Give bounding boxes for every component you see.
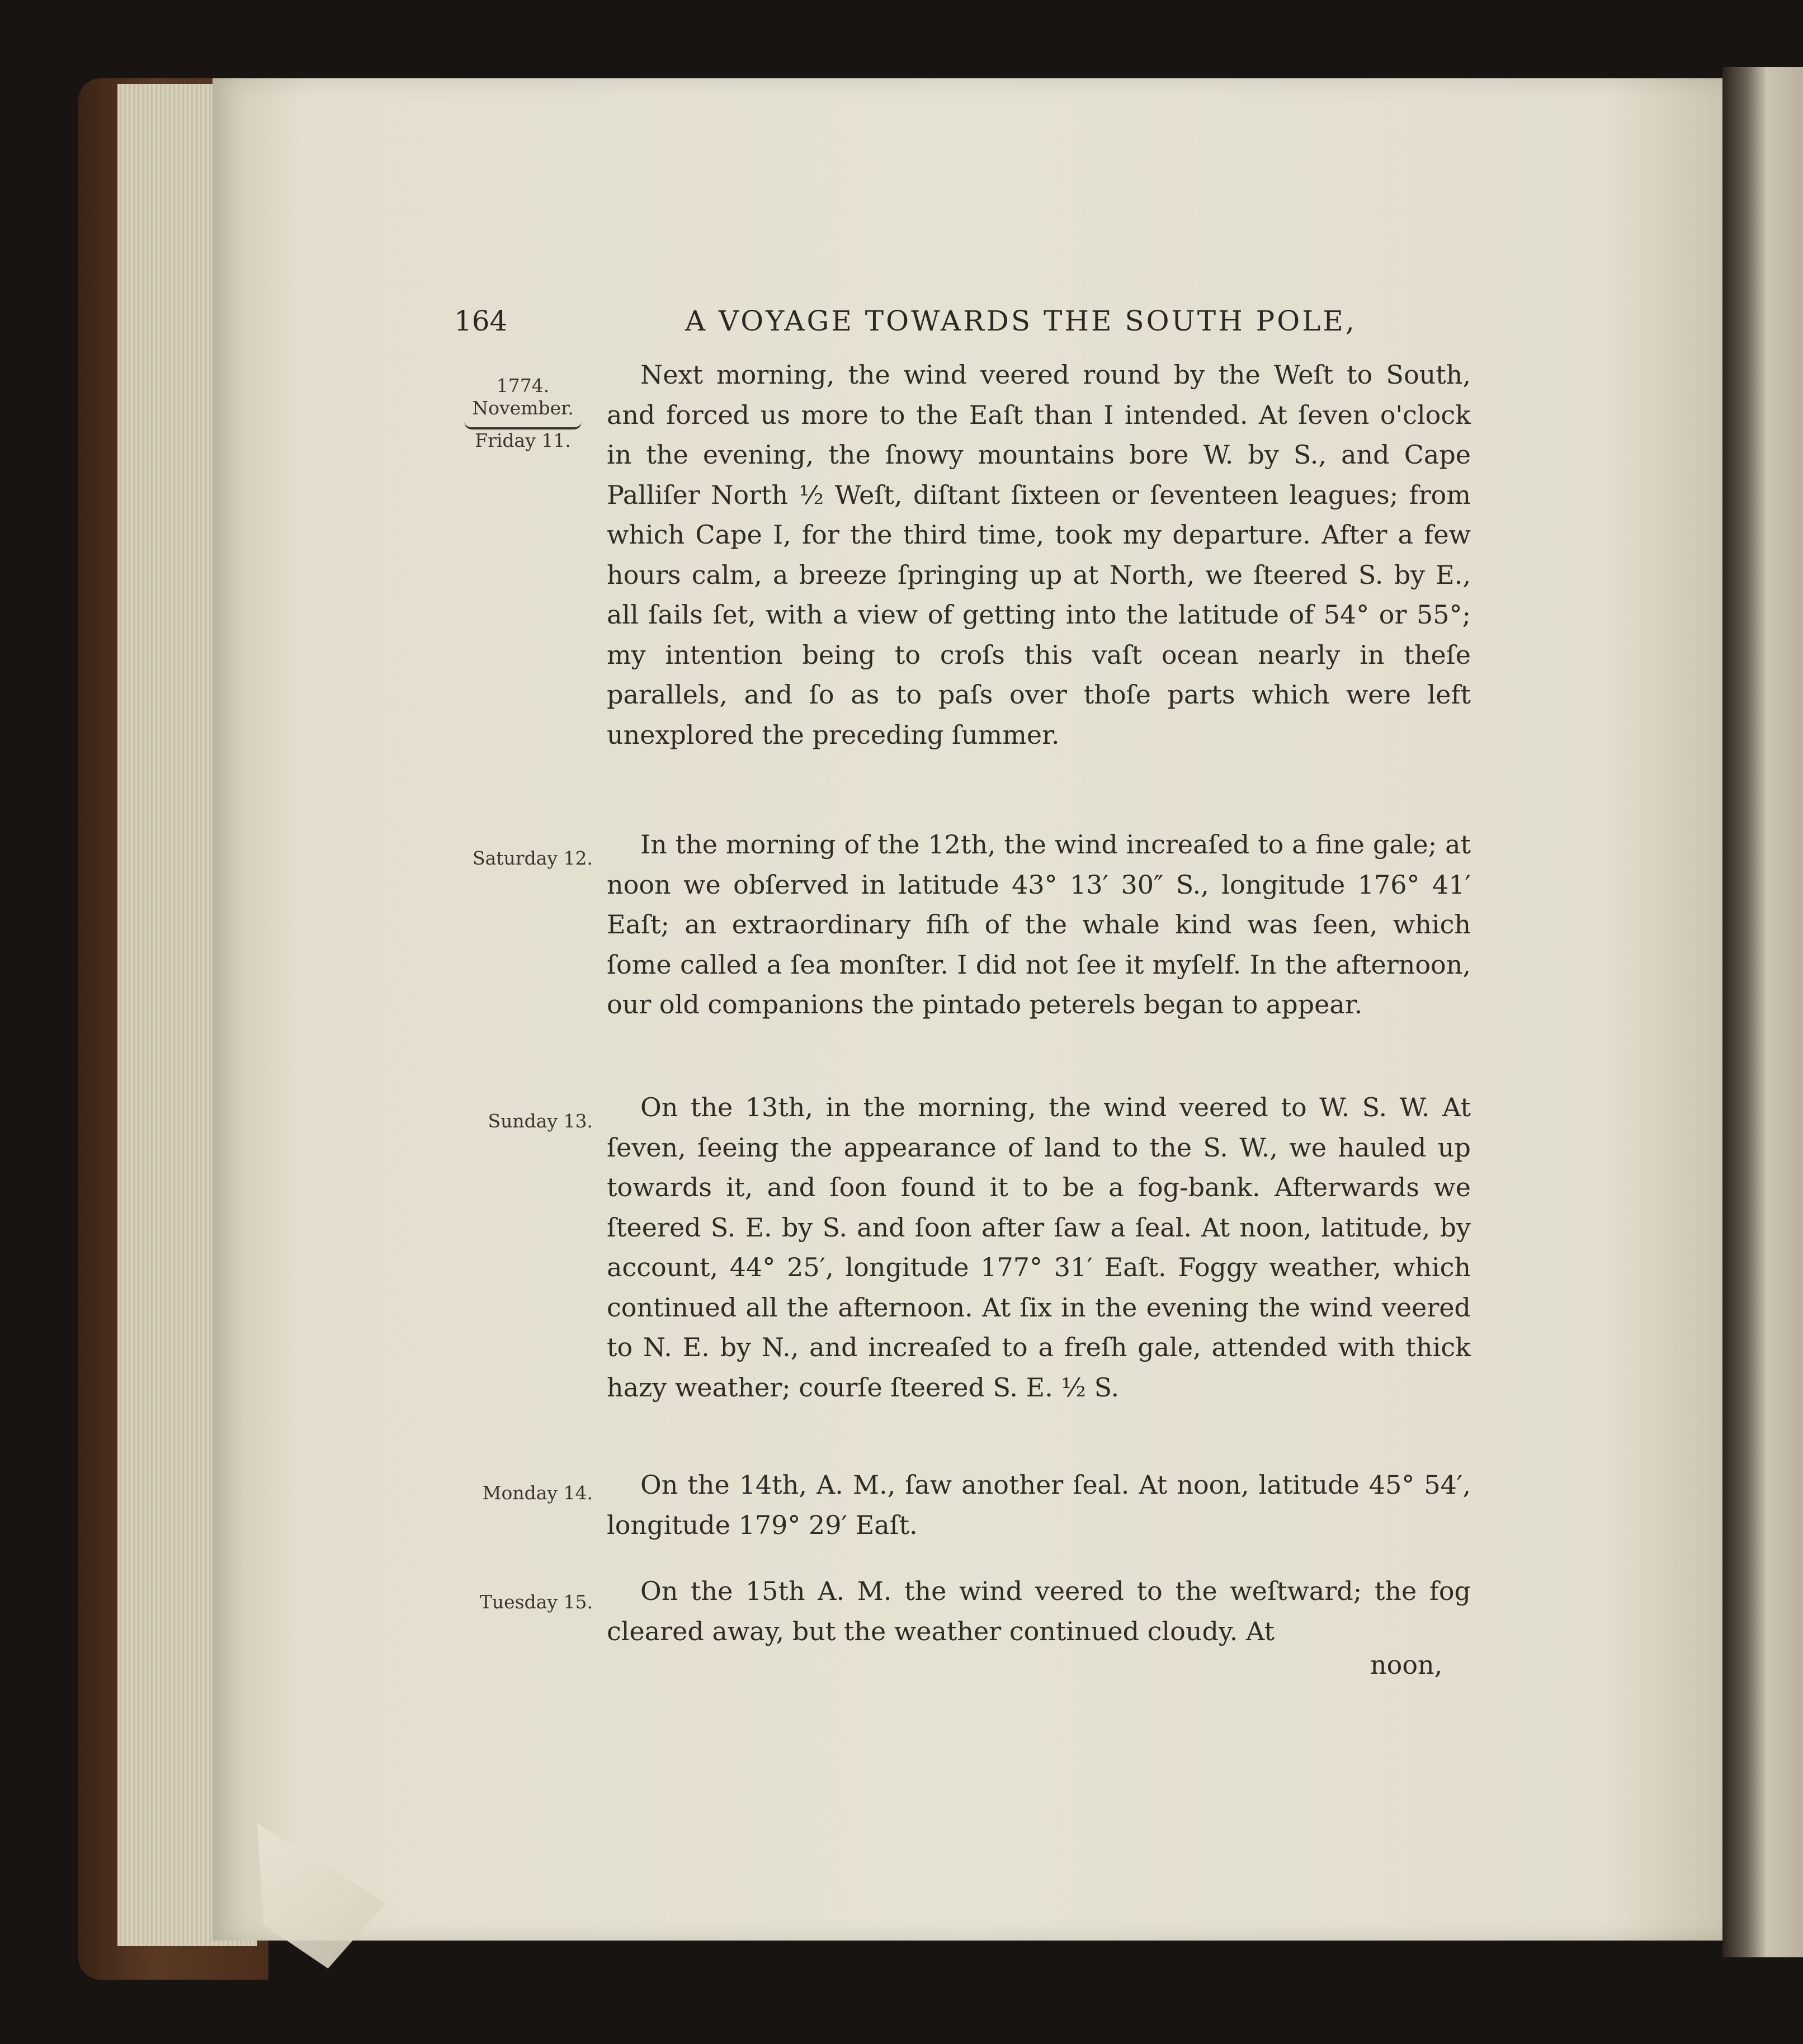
margin-month: November. <box>472 397 574 419</box>
margin-monday: Monday 14. <box>482 1482 593 1504</box>
book-gutter <box>1722 67 1803 1957</box>
margin-tuesday: Tuesday 15. <box>479 1591 593 1613</box>
paragraph-saturday: In the morning of the 12th, the wind increaſed to a fine gale; at noon we obſerved in latitude 43° 13′ 30″ S., longitude 176° 41′ Eaſt; an extraordinary fiſh of the whale kind was ſeen, which ſome called a ſea monſter. I did not ſee it myſelf. In the afternoon, our old companions the pintado peterels began to appear. <box>607 829 1471 1019</box>
paragraph-monday: On the 14th, A. M., ſaw another ſeal. At noon, latitude 45° 54′, longitude 179° 29′ Eaſt. <box>607 1470 1471 1540</box>
margin-year: 1774. <box>496 375 550 396</box>
margin-date-block <box>447 375 598 452</box>
margin-sunday: Sunday 13. <box>488 1110 593 1132</box>
paragraph-sunday: On the 13th, in the morning, the wind veered to W. S. W. At ſeven, ſeeing the appearance of land to the S. W., we hauled up towards it, and ſoon found it to be a fog-bank. Afterwards we ſteered S. E. by S. and ſoon after ſaw a ſeal. At noon, latitude, by account, 44° 25′, longitude 177° 31′ Eaſt. Foggy weather, which continued all the afternoon. At ſix in the evening the wind veered to N. E. by N., and increaſed to a freſh gale, attended with thick hazy weather; courſe ſteered S. E. ½ S. <box>607 1092 1471 1403</box>
paragraph-tuesday: On the 15th A. M. the wind veered to the weſtward; the fog cleared away, but the weather continued cloudy. At <box>607 1576 1471 1646</box>
catchword: noon, <box>1370 1650 1443 1680</box>
margin-friday: Friday 11. <box>475 429 571 451</box>
running-head-title: A VOYAGE TOWARDS THE SOUTH POLE, <box>685 305 1357 337</box>
page-number: 164 <box>454 305 508 337</box>
margin-brace <box>464 419 582 429</box>
margin-saturday: Saturday 12. <box>473 847 593 869</box>
paragraph-friday: Next morning, the wind veered round by the Weſt to South, and forced us more to the Eaſt than I intended. At ſeven o'clock in the evening, the ſnowy mountains bore W. by S., and Cape Palliſer North ½ Weſt, diſtant ſixteen or ſeventeen leagues; from which Cape I, for the third time, took my departure. After a few hours calm, a breeze ſpringing up at North, we ſteered S. by E., all ſails ſet, with a view of getting into the latitude of 54° or 55°; my intention being to croſs this vaſt ocean nearly in theſe parallels, and ſo as to paſs over thoſe parts which were left unexplored the preceding ſummer. <box>607 360 1471 750</box>
